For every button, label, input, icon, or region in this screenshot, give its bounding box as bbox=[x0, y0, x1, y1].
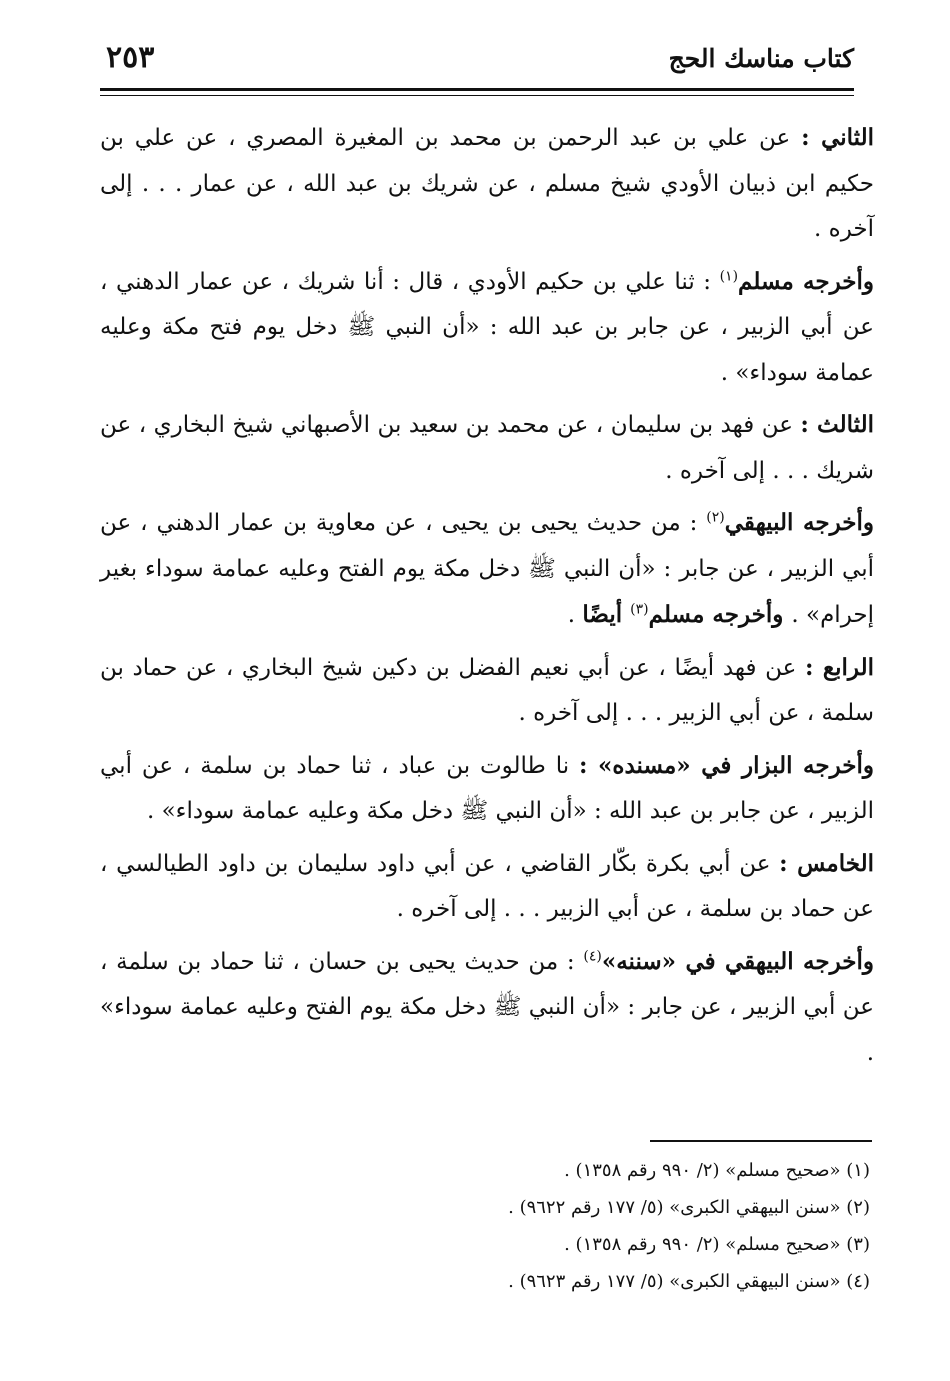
footnote-ref: (٣) bbox=[630, 601, 649, 618]
paragraph-text: : ثنا علي بن حكيم الأودي ، قال : أنا شريك ، عن عمار الدهني ، عن أبي الزبير ، عن جابر بن عبد الله : «أن النبي ﷺ دخل يوم فتح مكة وعليه عمامة سوداء» . bbox=[100, 268, 874, 386]
paragraph-bayhaqi-2 bbox=[100, 939, 874, 1077]
page-header bbox=[100, 38, 854, 86]
paragraph-text: نا طالوت بن عباد ، ثنا حماد بن سلمة ، عن أبي الزبير ، عن جابر بن عبد الله : «أن النبي ﷺ دخل مكة وعليه عمامة سوداء» . bbox=[100, 752, 874, 824]
footnote-ref: (٢) bbox=[706, 509, 725, 526]
paragraph-lead: الخامس : bbox=[779, 849, 874, 877]
header-rule-thick bbox=[100, 88, 854, 91]
paragraph-text: : من حديث يحيى بن حسان ، ثنا حماد بن سلمة ، عن أبي الزبير ، عن جابر : «أن النبي ﷺ دخل مكة يوم الفتح وعليه عمامة سوداء» . bbox=[100, 948, 874, 1066]
footnote-ref: (١) bbox=[719, 267, 739, 284]
paragraph-text: عن أبي بكرة بكّار القاضي ، عن أبي داود سليمان بن داود الطيالسي ، عن حماد بن سلمة ، عن أبي الزبير . . . إلى آخره . bbox=[100, 850, 874, 922]
footnote-1: (١) «صحيح مسلم» (٢/ ٩٩٠ رقم ١٣٥٨) . bbox=[564, 1160, 870, 1181]
paragraph-text: عن فهد بن سليمان ، عن محمد بن سعيد بن الأصبهاني شيخ البخاري ، عن شريك . . . إلى آخره . bbox=[100, 412, 874, 484]
paragraph-tail-bold: أيضًا bbox=[582, 601, 631, 628]
header-rule-thin bbox=[100, 95, 854, 96]
paragraph-bazzar bbox=[100, 743, 874, 835]
paragraph-lead: وأخرجه مسلم bbox=[738, 267, 874, 295]
footnote-separator bbox=[650, 1140, 872, 1142]
paragraph-second-chain bbox=[100, 115, 874, 253]
paragraph-bayhaqi-1 bbox=[100, 500, 874, 639]
paragraph-lead: وأخرجه البيهقي bbox=[724, 509, 874, 536]
footnote-3: (٣) «صحيح مسلم» (٢/ ٩٩٠ رقم ١٣٥٨) . bbox=[564, 1234, 870, 1255]
paragraph-tail-bold: وأخرجه مسلم bbox=[648, 601, 792, 628]
paragraph-text: : من حديث يحيى بن يحيى ، عن معاوية بن عمار الدهني ، عن أبي الزبير ، عن جابر : «أن النبي ﷺ دخل مكة يوم الفتح وعليه عمامة سوداء بغير إحرام» . bbox=[100, 510, 874, 628]
footnotes bbox=[100, 1152, 870, 1300]
paragraph-third-chain bbox=[100, 402, 874, 494]
paragraph-text: عن علي بن عبد الرحمن بن محمد بن المغيرة المصري ، عن علي بن حكيم ابن ذبيان الأودي شيخ مسلم ، عن شريك بن عبد الله ، عن عمار . . . إلى آخره . bbox=[100, 125, 874, 242]
footnote-ref: (٤) bbox=[583, 947, 602, 964]
paragraph-muslim-1 bbox=[100, 259, 874, 397]
paragraph-lead: الرابع : bbox=[805, 653, 875, 681]
paragraph-tail-end: . bbox=[567, 602, 583, 628]
paragraph-fourth-chain bbox=[100, 645, 874, 737]
paragraph-lead: وأخرجه البيهقي في «سننه» bbox=[601, 947, 875, 975]
paragraph-lead: الثالث : bbox=[800, 411, 874, 438]
page-number: ٢٥٣ bbox=[106, 40, 155, 75]
paragraph-fifth-chain bbox=[100, 841, 874, 933]
paragraph-lead: الثاني : bbox=[801, 124, 874, 151]
footnote-4: (٤) «سنن البيهقي الكبرى» (٥/ ١٧٧ رقم ٩٦٢٣) . bbox=[508, 1271, 870, 1292]
footnote-2: (٢) «سنن البيهقي الكبرى» (٥/ ١٧٧ رقم ٩٦٢٢) . bbox=[508, 1197, 870, 1218]
running-title: كتاب مناسك الحج bbox=[668, 44, 854, 73]
paragraph-text: عن فهد أيضًا ، عن أبي نعيم الفضل بن دكين شيخ البخاري ، عن حماد بن سلمة ، عن أبي الزبير . . . إلى آخره . bbox=[100, 654, 874, 726]
paragraph-lead: وأخرجه البزار في «مسنده» : bbox=[578, 751, 874, 779]
main-text bbox=[100, 115, 874, 1082]
